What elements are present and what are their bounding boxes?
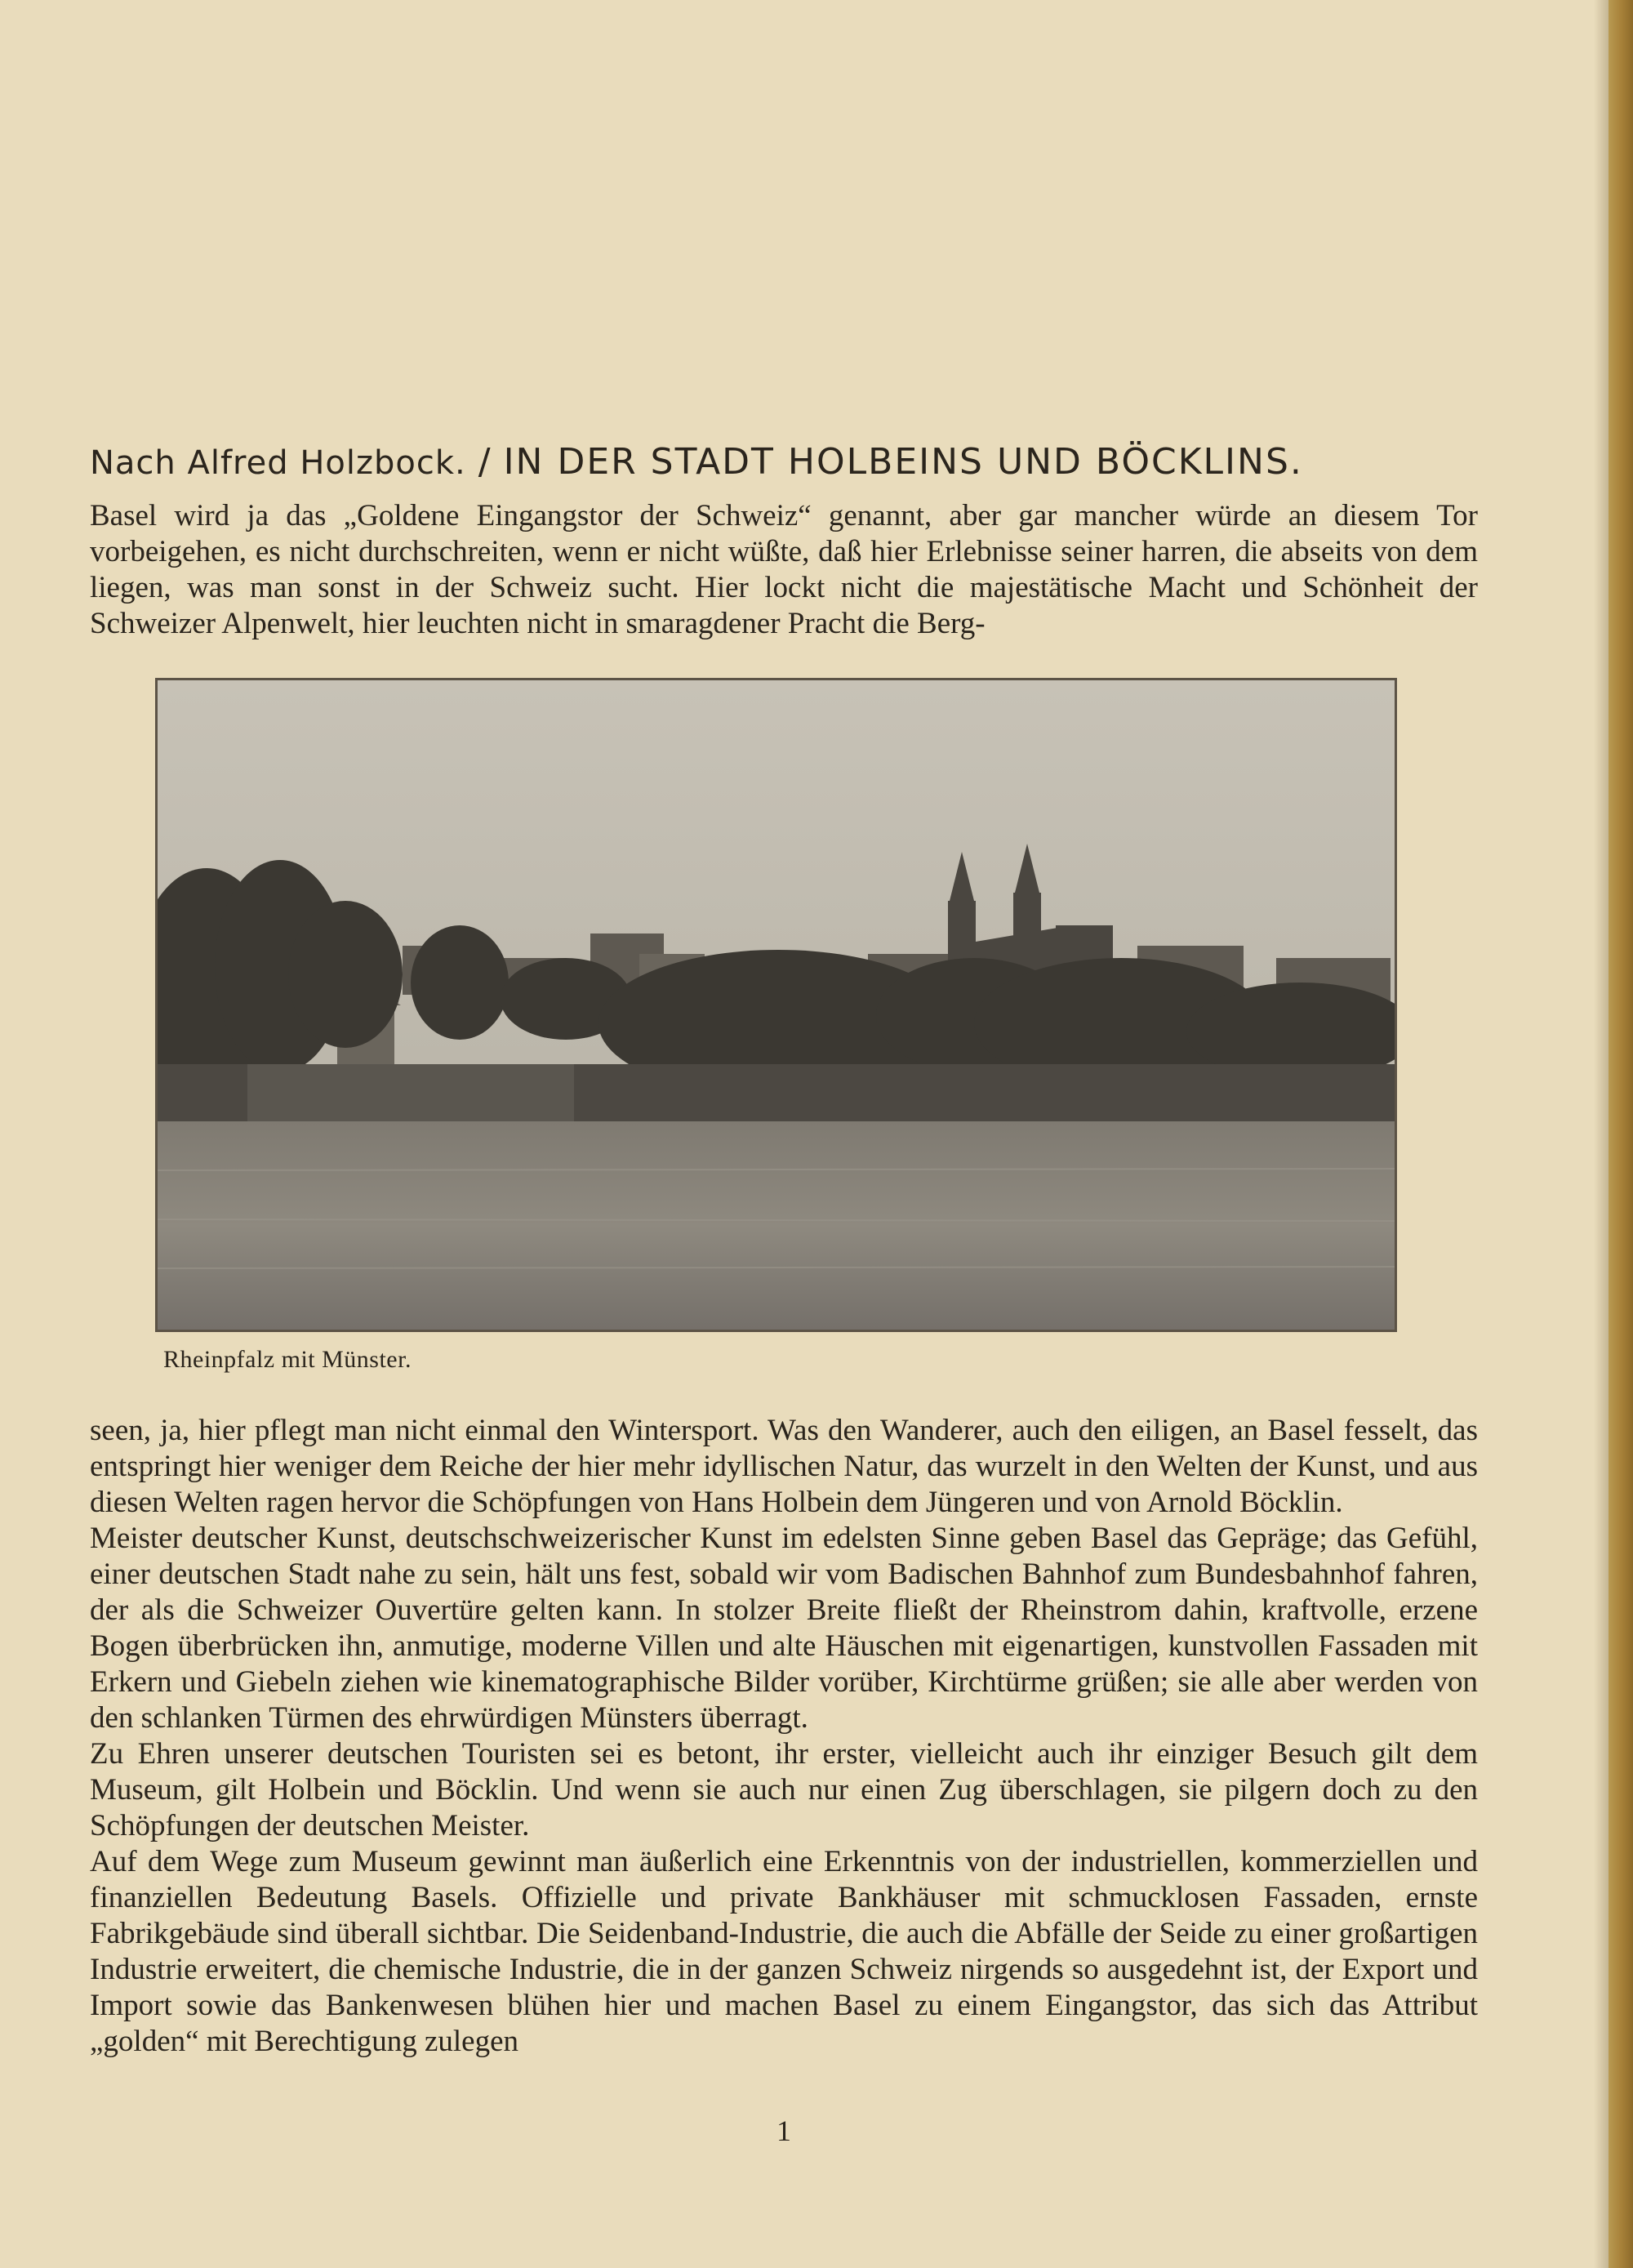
heading-separator: /: [478, 441, 492, 483]
intro-text: [90, 498, 1478, 642]
body-paragraph: Auf dem Wege zum Museum gewinnt man äußerlich eine Erkenntnis von der industriellen, kommerziellen und finanziellen Bedeutung Basels. Offizielle und private Bankhäuser mit schmucklosen Fassaden, ernste Fabrikgebäude sind überall sichtbar. Die Seidenband-Industrie, die auch die Abfälle der Seide zu einer großartigen Industrie erweitert, die chemische Industrie, die in der ganzen Schweiz nirgends so ausgedehnt ist, der Export und Import sowie das Bankenwesen blühen hier und machen Basel zu einem Eingangstor, das sich das Attribut „golden“ mit Berechtigung zulegen: [90, 1845, 1478, 2058]
body-text: [90, 1413, 1478, 2060]
body-paragraph: seen, ja, hier pflegt man nicht einmal den Wintersport. Was den Wanderer, auch den eiligen, an Basel fesselt, das entspringt hier weniger dem Reiche der hier mehr idyllischen Natur, das wurzelt in den Welten der Kunst, und aus diesen Welten ragen hervor die Schöpfungen von Hans Holbein dem Jüngeren und von Arnold Böcklin.: [90, 1414, 1478, 1519]
author-credit: Nach Alfred Holzbock.: [90, 444, 466, 482]
photo-caption: Rheinpfalz mit Münster.: [163, 1346, 412, 1373]
page-edge: [1609, 0, 1633, 2268]
rheinpfalz-photo: [155, 678, 1397, 1332]
page-gutter-shadow: [1594, 0, 1609, 2268]
body-paragraph: Meister deutscher Kunst, deutschschweizerischer Kunst im edelsten Sinne geben Basel das Gepräge; das Gefühl, einer deutschen Stadt nahe zu sein, hält uns fest, sobald wir vom Badischen Bahnhof zum Bundesbahnhof fahren, der als die Schweizer Ouvertüre gelten kann. In stolzer Breite fließt der Rheinstrom dahin, kraftvolle, erzene Bogen überbrücken ihn, anmutige, moderne Villen und alte Häuschen mit eigenartigen, kunstvollen Fassaden mit Erkern und Giebeln ziehen wie kinematographische Bilder vorüber, Kirchtürme grüßen; sie alle aber werden von den schlanken Türmen des ehrwürdigen Münsters überragt.: [90, 1522, 1478, 1735]
intro-paragraph: Basel wird ja das „Goldene Eingangstor der Schweiz“ genannt, aber gar mancher würde an diesem Tor vorbeigehen, es nicht durchschreiten, wenn er nicht wüßte, daß hier Erlebnisse seiner harren, die abseits von dem liegen, was man sonst in der Schweiz sucht. Hier lockt nicht die majestätische Macht und Schönheit der Schweizer Alpenwelt, hier leuchten nicht in smaragdener Pracht die Berg-: [90, 499, 1478, 640]
page-number: 1: [776, 2114, 791, 2147]
article-heading: [90, 441, 1315, 483]
photo-illustration: [158, 680, 1395, 1330]
body-paragraph: Zu Ehren unserer deutschen Touristen sei es betont, ihr erster, vielleicht auch ihr einziger Besuch gilt dem Museum, gilt Holbein und Böcklin. Und wenn sie auch nur einen Zug überschlagen, sie pilgern doch zu den Schöpfungen der deutschen Meister.: [90, 1737, 1478, 1842]
article-title: IN DER STADT HOLBEINS UND BÖCKLINS.: [503, 441, 1303, 483]
